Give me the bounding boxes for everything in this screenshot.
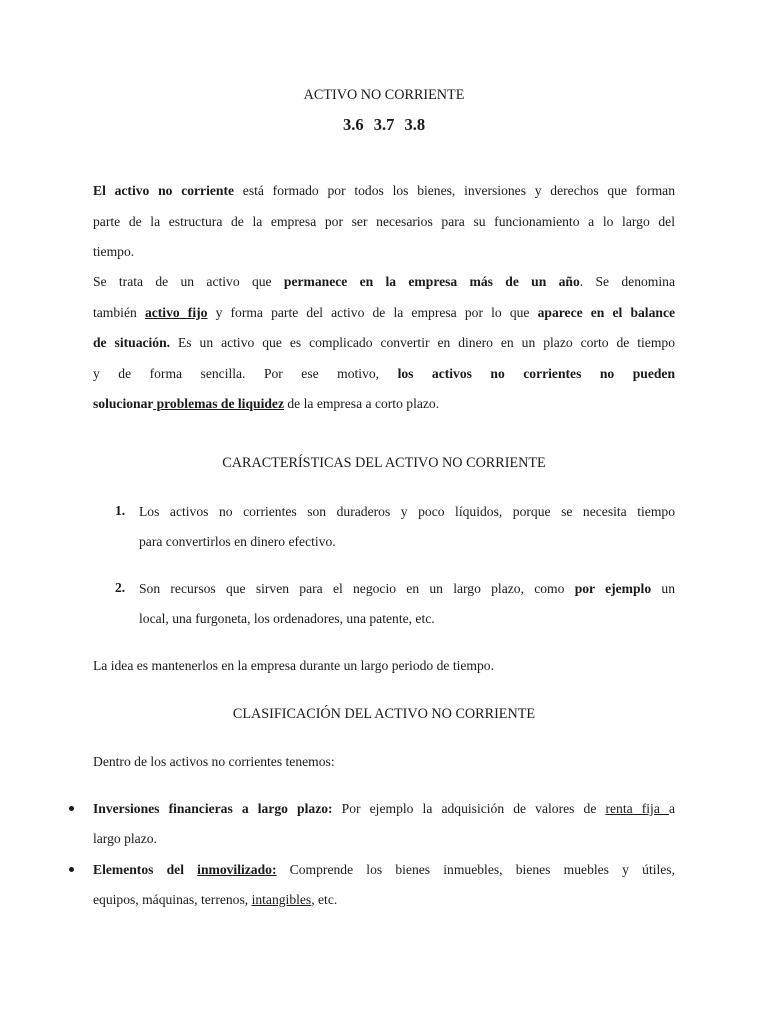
bullet-1-line-2: largo plazo.: [93, 831, 157, 846]
inmovilizado-term: inmovilizado:: [197, 862, 277, 877]
bold-text: aparece en el balance: [537, 305, 676, 320]
bold-text: los activos no corrientes no pueden: [397, 366, 676, 381]
document-title: ACTIVO NO CORRIENTE: [303, 87, 465, 103]
classification-heading: CLASIFICACIÓN DEL ACTIVO NO CORRIENTE: [232, 706, 536, 722]
bold-text: solucionar: [93, 396, 154, 411]
characteristics-heading: CARACTERÍSTICAS DEL ACTIVO NO CORRIENTE: [222, 455, 546, 471]
para2-line-4: [93, 365, 675, 383]
intro-line-3: tiempo.: [93, 244, 135, 259]
list-item-2-line-2: local, una furgoneta, los ordenadores, una patente, etc.: [139, 611, 435, 626]
intro-term-bold: El activo no corriente: [93, 183, 235, 198]
text: Por ejemplo la adquisición de valores de: [332, 801, 606, 816]
bullet-icon: [69, 867, 74, 872]
text: equipos, máquinas, terrenos,: [93, 892, 252, 907]
text: de la empresa a corto plazo.: [283, 396, 440, 411]
list-number-2: 2.: [115, 580, 126, 595]
text: un: [651, 581, 675, 596]
section-numbers: 3.6 3.7 3.8: [342, 115, 426, 134]
text: Se trata de un activo que: [93, 274, 284, 289]
text: . Se denomina: [579, 274, 675, 289]
para2-line-1: [93, 273, 675, 291]
list-number-1: 1.: [115, 503, 126, 518]
intro-line-2: parte de la estructura de la empresa por ser necesarios para su funcionamiento a lo largo del: [93, 214, 675, 229]
bullet-2-line-1: [93, 861, 675, 879]
renta-fija-link[interactable]: renta fija: [605, 801, 669, 816]
list-item-1-line-2: para convertirlos en dinero efectivo.: [139, 534, 336, 549]
bullet-icon: [69, 806, 74, 811]
bullet-1-line-1: [93, 800, 675, 818]
para2-line-3: [93, 334, 675, 352]
classification-intro: Dentro de los activos no corrientes tenemos:: [93, 754, 335, 769]
para2-line-2: [93, 304, 675, 322]
text: Es un activo que es complicado convertir en dinero en un plazo corto de tiempo: [170, 335, 675, 350]
bold-text: permanece en la empresa más de un año: [283, 274, 580, 289]
characteristics-closing: La idea es mantenerlos en la empresa durante un largo periodo de tiempo.: [93, 658, 494, 673]
bold-text: de situación.: [93, 335, 171, 350]
text: y forma parte del activo de la empresa por lo que: [207, 305, 538, 320]
bold-text: Elementos del: [93, 862, 198, 877]
text: también: [93, 305, 145, 320]
bold-text: por ejemplo: [574, 581, 652, 596]
list-item-1-line-1: Los activos no corrientes son duraderos y poco líquidos, porque se necesita tiempo: [139, 504, 675, 519]
activo-fijo-term: activo fijo: [144, 305, 208, 320]
intro-text: está formado por todos los bienes, inversiones y derechos que forman: [234, 183, 675, 198]
para2-line-5: [93, 395, 675, 413]
text: Comprende los bienes inmuebles, bienes muebles y útiles,: [276, 862, 675, 877]
text: a: [668, 801, 676, 816]
liquidez-term: problemas de liquidez: [153, 396, 284, 411]
list-item-2-line-1: [139, 580, 675, 598]
bold-text: Inversiones financieras a largo plazo:: [93, 801, 333, 816]
text: , etc.: [311, 892, 338, 907]
text: Son recursos que sirven para el negocio en un largo plazo, como: [139, 581, 575, 596]
intro-line-1: [93, 182, 675, 200]
intangibles-link[interactable]: intangibles: [251, 892, 312, 907]
text: y de forma sencilla. Por ese motivo,: [93, 366, 398, 381]
bullet-2-line-2: [93, 891, 675, 909]
